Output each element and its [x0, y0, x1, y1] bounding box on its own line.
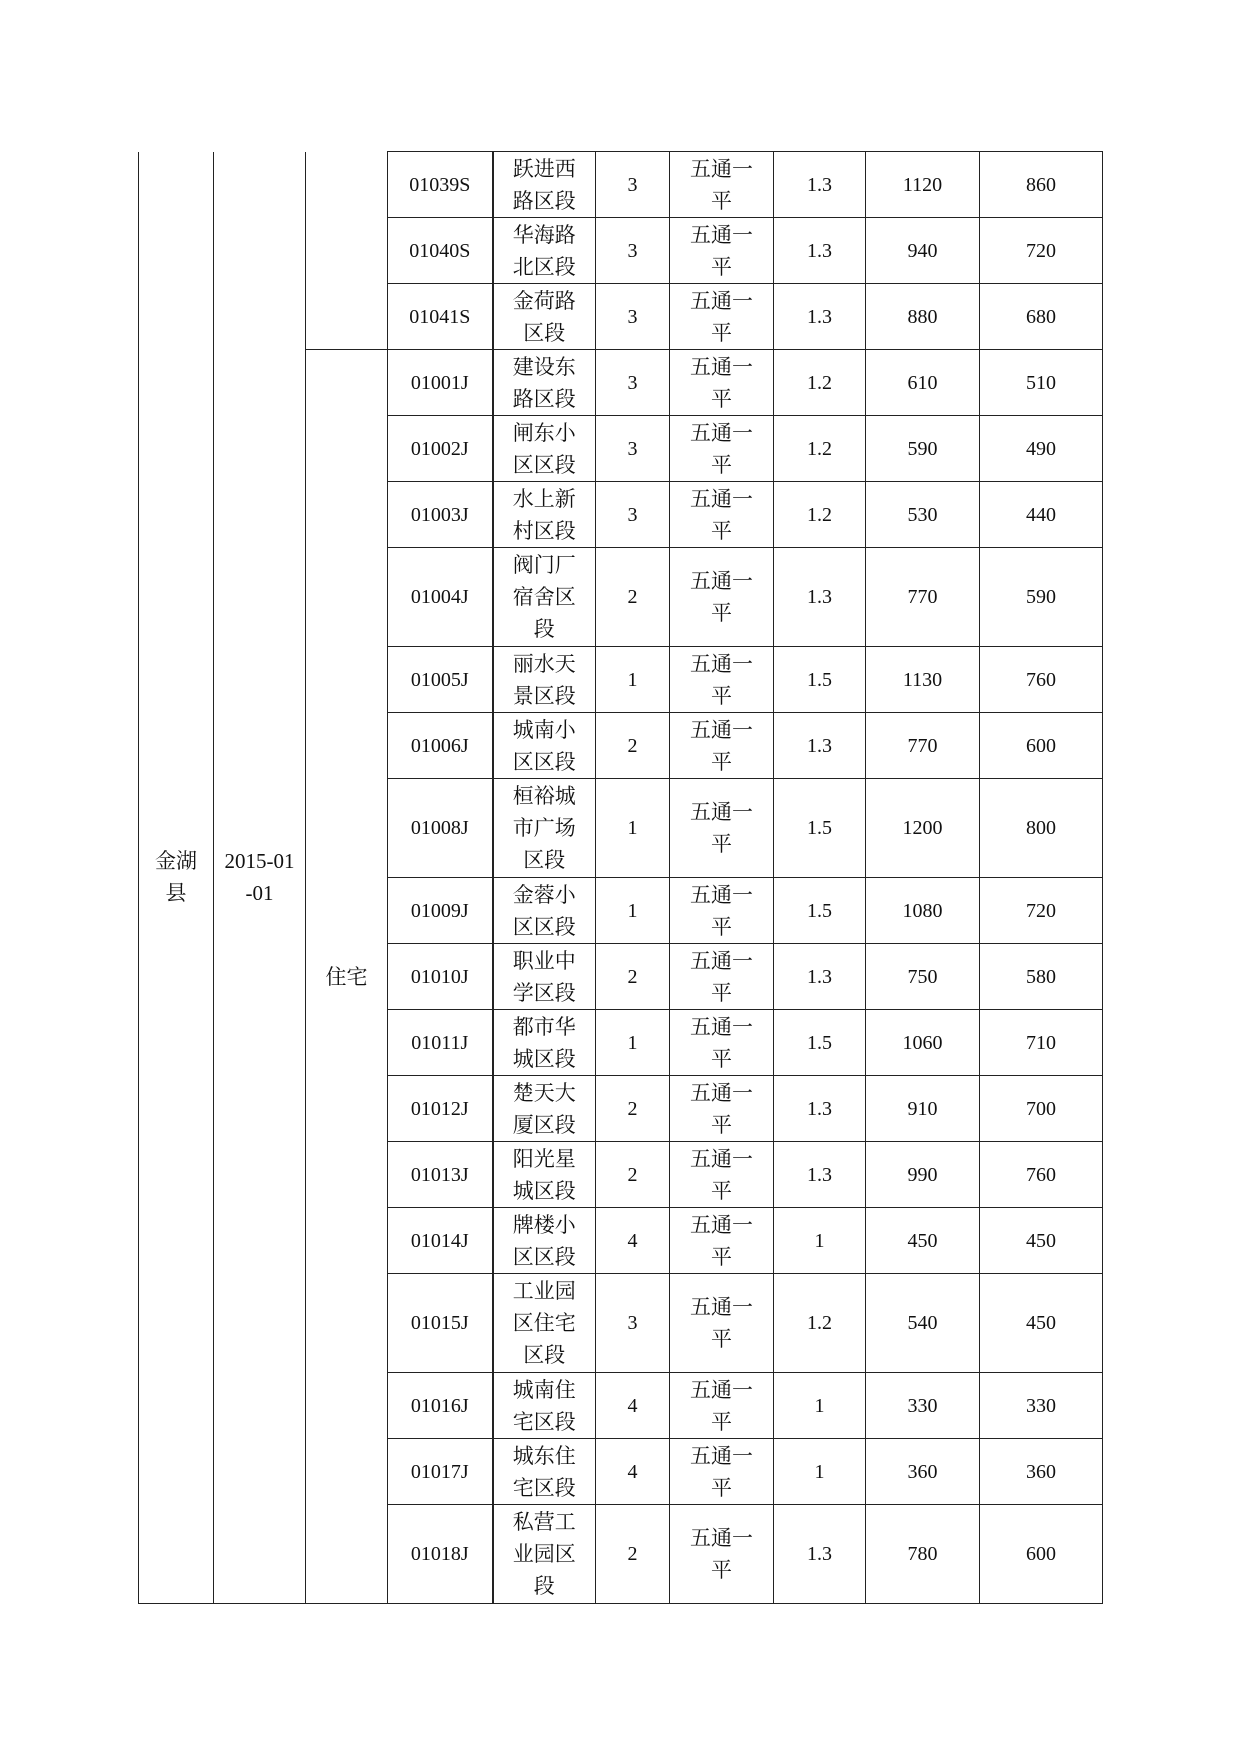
development-level [670, 1373, 774, 1439]
plot-ratio [774, 1208, 866, 1274]
development-level [670, 482, 774, 548]
land-level-text: 2 [627, 586, 638, 608]
development-level [670, 1208, 774, 1274]
development-level-text: 五通一平 [690, 1014, 753, 1071]
land-level [596, 713, 670, 779]
parcel-code [388, 482, 493, 548]
price-2-text: 720 [1026, 239, 1056, 262]
parcel-code-text: 01003J [410, 503, 469, 526]
section-name-text: 跃进西路区段 [512, 156, 576, 213]
section-name-text: 职业中学区段 [512, 948, 576, 1005]
land-level-text: 3 [627, 503, 638, 526]
date-cell [214, 152, 306, 1604]
land-level-text: 1 [627, 668, 638, 691]
price-1 [866, 1274, 980, 1373]
land-level [596, 944, 670, 1010]
price-2 [980, 1076, 1103, 1142]
land-level-text: 3 [627, 1312, 638, 1334]
land-level-text: 2 [627, 1543, 638, 1565]
price-2-text: 510 [1026, 371, 1056, 394]
section-name-text: 闸东小区区段 [512, 420, 576, 477]
price-1-text: 530 [907, 503, 938, 526]
price-2-text: 860 [1026, 173, 1056, 196]
price-2-text: 760 [1026, 1163, 1056, 1186]
price-1-text: 990 [907, 1163, 938, 1186]
development-level-text: 五通一平 [690, 1377, 753, 1434]
county-cell [139, 152, 214, 1604]
development-level-text: 五通一平 [690, 1080, 753, 1137]
price-2-text: 580 [1026, 965, 1056, 988]
price-2 [980, 1010, 1103, 1076]
price-2 [980, 284, 1103, 350]
section-name [493, 1373, 596, 1439]
price-1-text: 880 [907, 305, 938, 328]
parcel-code [388, 1142, 493, 1208]
development-level-text: 五通一平 [690, 651, 753, 708]
plot-ratio [774, 1373, 866, 1439]
price-1-text: 590 [907, 437, 938, 460]
plot-ratio-text: 1.3 [807, 734, 832, 757]
price-1 [866, 350, 980, 416]
price-2-text: 700 [1026, 1097, 1056, 1120]
plot-ratio [774, 647, 866, 713]
land-level-text: 2 [627, 965, 638, 988]
price-2-text: 450 [1026, 1312, 1056, 1334]
section-name-text: 楚天大厦区段 [512, 1080, 576, 1137]
land-level [596, 152, 670, 218]
plot-ratio-text: 1 [814, 1460, 825, 1483]
price-1 [866, 1076, 980, 1142]
land-level-text: 2 [627, 1163, 638, 1186]
price-2-text: 330 [1026, 1394, 1056, 1417]
section-name [493, 548, 596, 647]
section-name-text: 牌楼小区区段 [512, 1212, 576, 1269]
development-level [670, 713, 774, 779]
price-2 [980, 548, 1103, 647]
section-name-text: 私营工业园区段 [512, 1510, 576, 1598]
price-2-text: 440 [1026, 503, 1056, 526]
price-2 [980, 1142, 1103, 1208]
land-level [596, 1076, 670, 1142]
land-level [596, 878, 670, 944]
price-1 [866, 284, 980, 350]
section-name-text: 都市华城区段 [512, 1014, 576, 1071]
section-name-text: 华海路北区段 [512, 222, 576, 279]
parcel-code-text: 01008J [410, 817, 469, 839]
plot-ratio [774, 1142, 866, 1208]
land-level [596, 1373, 670, 1439]
price-1 [866, 878, 980, 944]
land-level-text: 2 [627, 1097, 638, 1120]
section-name-text: 城东住宅区段 [512, 1443, 576, 1500]
development-level-text: 五通一平 [690, 288, 753, 345]
plot-ratio-text: 1.5 [807, 899, 832, 922]
section-name-text: 水上新村区段 [512, 486, 576, 543]
price-2 [980, 878, 1103, 944]
land-level-text: 3 [627, 371, 638, 394]
section-name [493, 713, 596, 779]
price-2 [980, 416, 1103, 482]
plot-ratio [774, 944, 866, 1010]
plot-ratio-text: 1.3 [807, 586, 832, 608]
land-level [596, 284, 670, 350]
section-name [493, 1142, 596, 1208]
price-2 [980, 1208, 1103, 1274]
land-level-text: 4 [627, 1394, 638, 1417]
parcel-code [388, 284, 493, 350]
parcel-code [388, 218, 493, 284]
land-price-table [138, 151, 1103, 1604]
parcel-code-text: 01016J [410, 1394, 469, 1417]
price-1 [866, 1208, 980, 1274]
development-level-text: 五通一平 [690, 1146, 753, 1203]
price-2 [980, 1439, 1103, 1505]
parcel-code-text: 01013J [410, 1163, 469, 1186]
parcel-code-text: 01039S [409, 173, 471, 196]
price-2 [980, 152, 1103, 218]
land-level [596, 482, 670, 548]
section-name [493, 218, 596, 284]
price-1 [866, 1010, 980, 1076]
land-level [596, 1142, 670, 1208]
development-level-text: 五通一平 [690, 1212, 753, 1269]
price-1-text: 780 [907, 1543, 938, 1565]
plot-ratio [774, 218, 866, 284]
price-2-text: 720 [1026, 899, 1056, 922]
plot-ratio-text: 1.2 [807, 437, 832, 460]
parcel-code [388, 878, 493, 944]
parcel-code-text: 01005J [410, 668, 469, 691]
parcel-code-text: 01014J [410, 1229, 469, 1252]
section-name-text: 城南小区区段 [512, 717, 576, 774]
development-level [670, 1010, 774, 1076]
development-level [670, 548, 774, 647]
parcel-code-text: 01040S [409, 239, 471, 262]
price-2 [980, 482, 1103, 548]
price-2 [980, 218, 1103, 284]
plot-ratio [774, 1274, 866, 1373]
section-name-text: 金荷路区段 [512, 288, 576, 345]
price-1 [866, 1142, 980, 1208]
land-level-text: 2 [627, 734, 638, 757]
section-name [493, 152, 596, 218]
parcel-code [388, 1010, 493, 1076]
use-type-cell [306, 350, 388, 1604]
price-2 [980, 944, 1103, 1010]
table-row [139, 152, 1103, 218]
price-2-text: 800 [1026, 817, 1056, 839]
plot-ratio [774, 1076, 866, 1142]
land-level-text: 1 [627, 817, 638, 839]
parcel-code [388, 350, 493, 416]
price-1 [866, 218, 980, 284]
section-name [493, 1505, 596, 1604]
parcel-code-text: 01018J [410, 1543, 469, 1565]
price-1 [866, 713, 980, 779]
plot-ratio [774, 482, 866, 548]
section-name [493, 1010, 596, 1076]
date-cell-text: 2015-01-01 [224, 849, 295, 906]
parcel-code [388, 1439, 493, 1505]
plot-ratio [774, 350, 866, 416]
plot-ratio-text: 1 [814, 1394, 825, 1417]
price-1 [866, 1505, 980, 1604]
parcel-code-text: 01012J [410, 1097, 469, 1120]
use-type-cell-text: 住宅 [325, 964, 368, 989]
price-1 [866, 482, 980, 548]
price-1-text: 910 [907, 1097, 938, 1120]
plot-ratio [774, 713, 866, 779]
section-name-text: 工业园区住宅区段 [512, 1279, 576, 1367]
land-level [596, 1208, 670, 1274]
development-level [670, 416, 774, 482]
price-1-text: 750 [907, 965, 938, 988]
parcel-code [388, 1505, 493, 1604]
plot-ratio [774, 1010, 866, 1076]
plot-ratio-text: 1.3 [807, 1543, 832, 1565]
price-1 [866, 152, 980, 218]
plot-ratio-text: 1.5 [807, 1031, 832, 1054]
price-1-text: 330 [907, 1394, 938, 1417]
plot-ratio [774, 152, 866, 218]
parcel-code-text: 01010J [410, 965, 469, 988]
development-level-text: 五通一平 [690, 948, 753, 1005]
parcel-code [388, 779, 493, 878]
price-2-text: 590 [1026, 586, 1056, 608]
price-1 [866, 944, 980, 1010]
section-name-text: 建设东路区段 [512, 354, 576, 411]
price-1 [866, 779, 980, 878]
section-name-text: 金蓉小区区段 [512, 882, 576, 939]
parcel-code [388, 1208, 493, 1274]
land-level-text: 3 [627, 305, 638, 328]
plot-ratio-text: 1 [814, 1229, 825, 1252]
development-level-text: 五通一平 [690, 800, 753, 856]
parcel-code [388, 1373, 493, 1439]
price-2 [980, 1505, 1103, 1604]
price-2-text: 600 [1026, 1543, 1056, 1565]
land-level [596, 1505, 670, 1604]
parcel-code [388, 1076, 493, 1142]
parcel-code-text: 01009J [410, 899, 469, 922]
parcel-code-text: 01017J [410, 1460, 469, 1483]
section-name [493, 878, 596, 944]
land-level-text: 3 [627, 173, 638, 196]
development-level [670, 1505, 774, 1604]
development-level-text: 五通一平 [690, 1443, 753, 1500]
development-level [670, 647, 774, 713]
price-1-text: 1130 [902, 668, 943, 691]
land-level-text: 3 [627, 239, 638, 262]
parcel-code [388, 1274, 493, 1373]
development-level-text: 五通一平 [690, 1526, 753, 1582]
price-2-text: 760 [1026, 668, 1056, 691]
price-2-text: 600 [1026, 734, 1056, 757]
section-name [493, 1274, 596, 1373]
parcel-code [388, 152, 493, 218]
parcel-code [388, 944, 493, 1010]
price-2-text: 710 [1026, 1031, 1056, 1054]
development-level [670, 1076, 774, 1142]
land-level-text: 1 [627, 1031, 638, 1054]
section-name [493, 779, 596, 878]
price-1-text: 770 [907, 586, 938, 608]
section-name-text: 城南住宅区段 [512, 1377, 576, 1434]
section-name-text: 桓裕城市广场区段 [512, 784, 576, 872]
price-2 [980, 713, 1103, 779]
plot-ratio [774, 878, 866, 944]
development-level-text: 五通一平 [690, 486, 753, 543]
price-2-text: 680 [1026, 305, 1056, 328]
section-name [493, 647, 596, 713]
section-name [493, 1076, 596, 1142]
parcel-code-text: 01015J [410, 1312, 469, 1334]
price-1-text: 1060 [902, 1031, 943, 1054]
section-name [493, 284, 596, 350]
parcel-code-text: 01011J [411, 1031, 469, 1054]
land-level [596, 350, 670, 416]
price-1-text: 610 [907, 371, 938, 394]
parcel-code-text: 01004J [410, 586, 469, 608]
section-name [493, 944, 596, 1010]
parcel-code [388, 416, 493, 482]
price-1-text: 450 [907, 1229, 938, 1252]
price-1-text: 1200 [902, 817, 943, 839]
land-level [596, 548, 670, 647]
land-level-text: 4 [627, 1460, 638, 1483]
price-2-text: 490 [1026, 437, 1056, 460]
plot-ratio [774, 1439, 866, 1505]
section-name [493, 350, 596, 416]
plot-ratio-text: 1.3 [807, 239, 832, 262]
land-level-text: 4 [627, 1229, 638, 1252]
price-1-text: 1080 [902, 899, 943, 922]
parcel-code-text: 01041S [409, 305, 471, 328]
plot-ratio [774, 548, 866, 647]
plot-ratio [774, 779, 866, 878]
land-level [596, 416, 670, 482]
use-type-cell-prev [306, 152, 388, 350]
price-1 [866, 1373, 980, 1439]
price-2 [980, 647, 1103, 713]
price-1 [866, 416, 980, 482]
section-name-text: 阳光星城区段 [512, 1146, 576, 1203]
parcel-code [388, 713, 493, 779]
land-level-text: 1 [627, 899, 638, 922]
development-level-text: 五通一平 [690, 1295, 753, 1351]
development-level-text: 五通一平 [690, 354, 753, 411]
section-name-text: 丽水天景区段 [512, 651, 576, 708]
price-2 [980, 1373, 1103, 1439]
land-level-text: 3 [627, 437, 638, 460]
plot-ratio-text: 1.2 [807, 371, 832, 394]
plot-ratio-text: 1.3 [807, 173, 832, 196]
land-level [596, 1274, 670, 1373]
parcel-code-text: 01006J [410, 734, 469, 757]
plot-ratio-text: 1.3 [807, 1163, 832, 1186]
parcel-code-text: 01002J [410, 437, 469, 460]
parcel-code-text: 01001J [410, 371, 469, 394]
price-1-text: 940 [907, 239, 938, 262]
price-1-text: 770 [907, 734, 938, 757]
land-level [596, 218, 670, 284]
development-level [670, 1274, 774, 1373]
price-1-text: 1120 [902, 173, 943, 196]
development-level [670, 878, 774, 944]
development-level-text: 五通一平 [690, 156, 753, 213]
land-level [596, 1010, 670, 1076]
county-cell-text: 金湖县 [155, 849, 197, 906]
development-level-text: 五通一平 [690, 569, 753, 625]
section-name [493, 1439, 596, 1505]
land-level [596, 779, 670, 878]
plot-ratio-text: 1.2 [807, 1312, 832, 1334]
parcel-code [388, 548, 493, 647]
development-level [670, 350, 774, 416]
price-1 [866, 1439, 980, 1505]
plot-ratio-text: 1.5 [807, 817, 832, 839]
price-2 [980, 1274, 1103, 1373]
price-2-text: 360 [1026, 1460, 1056, 1483]
section-name [493, 1208, 596, 1274]
development-level [670, 218, 774, 284]
land-level [596, 647, 670, 713]
section-name [493, 482, 596, 548]
development-level [670, 779, 774, 878]
price-1-text: 540 [907, 1312, 938, 1334]
price-1 [866, 548, 980, 647]
development-level [670, 284, 774, 350]
development-level-text: 五通一平 [690, 882, 753, 939]
development-level [670, 152, 774, 218]
plot-ratio-text: 1.3 [807, 965, 832, 988]
development-level [670, 1439, 774, 1505]
price-1-text: 360 [907, 1460, 938, 1483]
parcel-code [388, 647, 493, 713]
development-level-text: 五通一平 [690, 222, 753, 279]
development-level-text: 五通一平 [690, 717, 753, 774]
plot-ratio [774, 416, 866, 482]
plot-ratio-text: 1.2 [807, 503, 832, 526]
development-level [670, 1142, 774, 1208]
section-name [493, 416, 596, 482]
plot-ratio-text: 1.3 [807, 305, 832, 328]
plot-ratio-text: 1.3 [807, 1097, 832, 1120]
development-level-text: 五通一平 [690, 420, 753, 477]
land-level [596, 1439, 670, 1505]
price-2 [980, 350, 1103, 416]
plot-ratio [774, 284, 866, 350]
plot-ratio-text: 1.5 [807, 668, 832, 691]
price-1 [866, 647, 980, 713]
development-level [670, 944, 774, 1010]
plot-ratio [774, 1505, 866, 1604]
price-2-text: 450 [1026, 1229, 1056, 1252]
section-name-text: 阀门厂宿舍区段 [512, 553, 576, 641]
price-2 [980, 779, 1103, 878]
